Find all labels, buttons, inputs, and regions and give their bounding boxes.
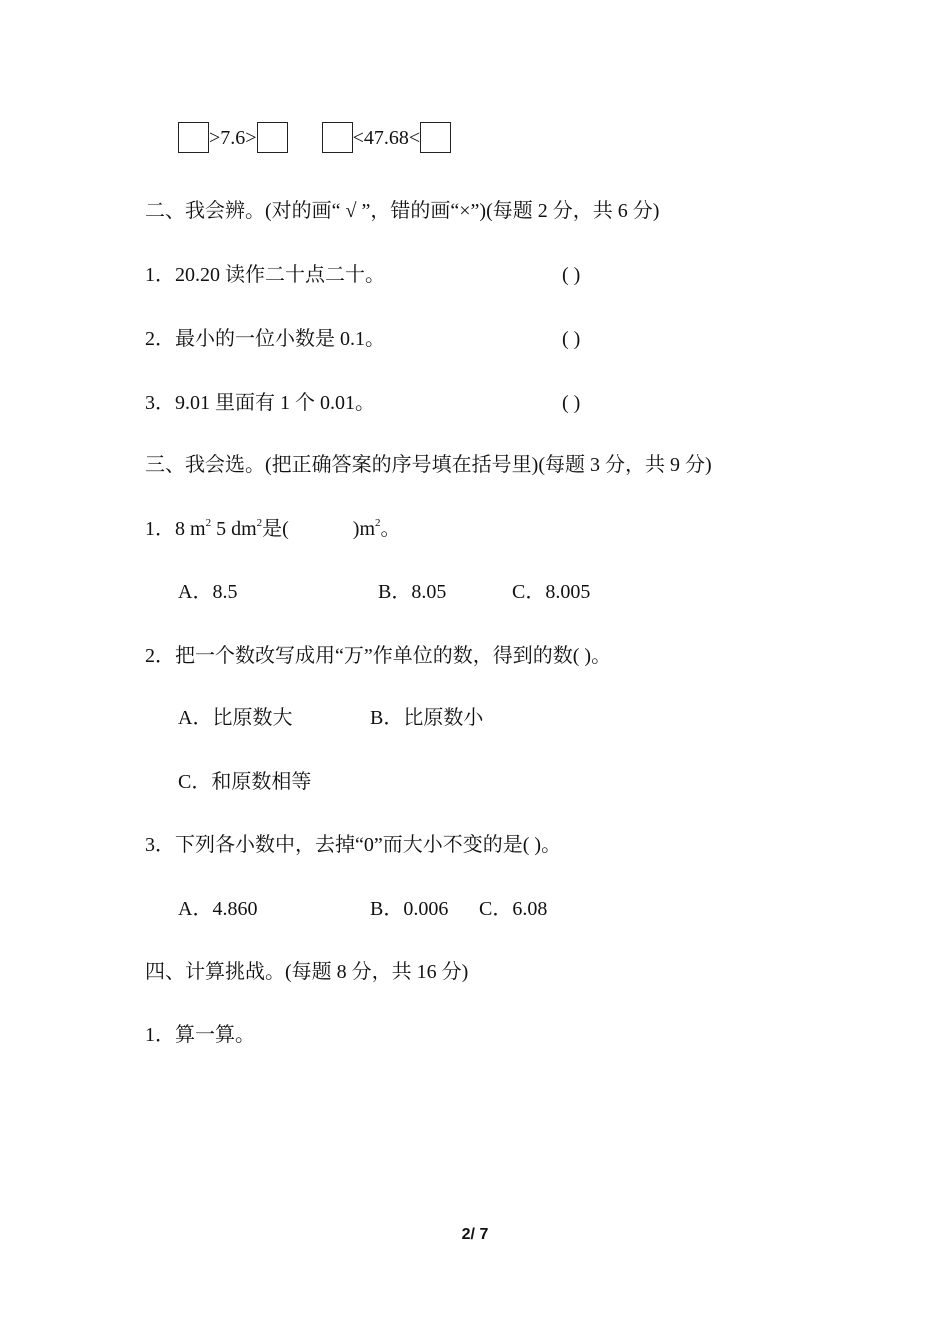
choice-question-3: 3．下列各小数中，去掉“0”而大小不变的是( )。: [145, 834, 562, 856]
judge-paren-3[interactable]: ( ): [562, 392, 581, 414]
compare-row: [178, 122, 451, 153]
judge-paren-2[interactable]: ( ): [562, 328, 581, 350]
calc-item-1: 1．算一算。: [145, 1024, 255, 1046]
q2-option-c[interactable]: C．和原数相等: [178, 771, 312, 793]
q2-option-b[interactable]: B．比原数小: [370, 707, 484, 729]
q3-option-b[interactable]: B．0.006: [370, 898, 449, 920]
compare-left-op: >7.6>: [209, 127, 257, 149]
section3-heading: 三、我会选。(把正确答案的序号填在括号里)(每题 3 分，共 9 分): [145, 454, 712, 476]
q1-option-a[interactable]: A．8.5: [178, 581, 238, 603]
judge-item-3: 3．9.01 里面有 1 个 0.01。: [145, 392, 375, 414]
judge-paren-1[interactable]: ( ): [562, 264, 581, 286]
section2-heading: 二、我会辨。(对的画“ √ ”，错的画“×”)(每题 2 分，共 6 分): [145, 200, 660, 222]
judge-item-1: 1．20.20 读作二十点二十。: [145, 264, 385, 286]
q2-option-a[interactable]: A．比原数大: [178, 707, 293, 729]
page-number: 2/ 7: [461, 1226, 489, 1243]
q1-option-b[interactable]: B．8.05: [378, 581, 447, 603]
choice-question-2: 2．把一个数改写成用“万”作单位的数，得到的数( )。: [145, 645, 612, 667]
q1-option-c[interactable]: C．8.005: [512, 581, 591, 603]
section4-heading: 四、计算挑战。(每题 8 分，共 16 分): [145, 961, 469, 983]
answer-box[interactable]: [322, 122, 353, 153]
answer-box[interactable]: [178, 122, 209, 153]
choice-question-1: 1．8 $m^2$ 5 $dm^2$是( )$m^2$。: [145, 517, 401, 540]
q3-option-a[interactable]: A．4.860: [178, 898, 258, 920]
answer-box[interactable]: [420, 122, 451, 153]
compare-right-op: <47.68<: [352, 127, 421, 149]
answer-box[interactable]: [257, 122, 288, 153]
q3-option-c[interactable]: C．6.08: [479, 898, 548, 920]
judge-item-2: 2．最小的一位小数是 0.1。: [145, 328, 385, 350]
